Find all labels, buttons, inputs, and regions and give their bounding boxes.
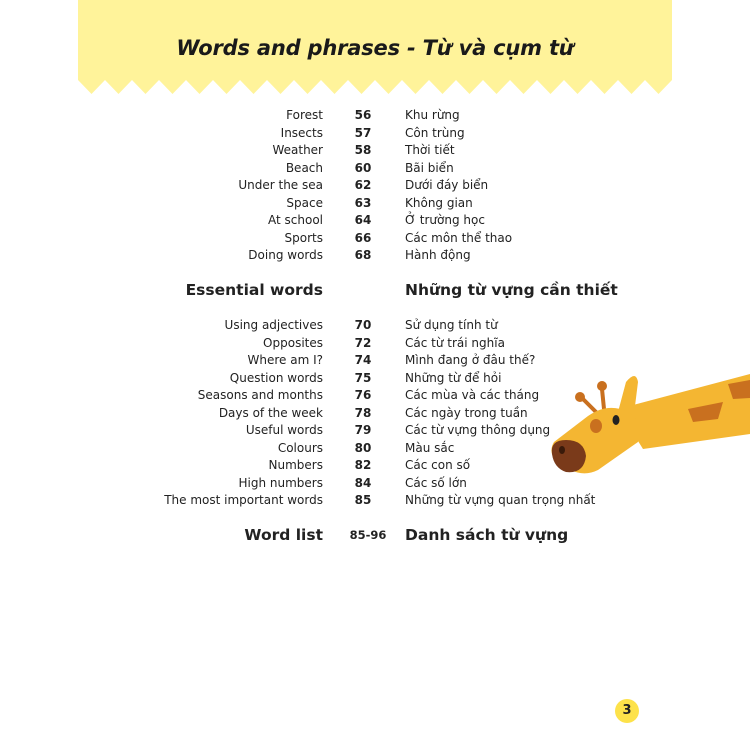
entry-english: Question words — [229, 370, 323, 385]
entry-vietnamese: Các con số — [405, 458, 471, 472]
page-number: 3 — [615, 699, 639, 723]
list-item — [0, 317, 750, 334]
entry-vietnamese: Các từ trái nghĩa — [405, 335, 505, 350]
entry-vietnamese: Dưới đáy biển — [405, 178, 489, 192]
entry-english: Opposites — [263, 335, 323, 350]
heading-vi: Những từ vựng cần thiết — [405, 281, 618, 299]
entry-page: 64 — [354, 213, 372, 227]
entry-vietnamese: Những từ vựng quan trọng nhất — [405, 493, 596, 507]
heading-vi: Danh sách từ vựng — [405, 526, 569, 544]
list-item — [0, 195, 750, 212]
entry-english: At school — [268, 213, 323, 227]
list-item — [0, 492, 750, 509]
entry-page: 56 — [354, 108, 372, 122]
entry-vietnamese: Thời tiết — [405, 143, 455, 157]
giraffe-illustration — [548, 364, 750, 488]
entry-vietnamese: Các mùa và các tháng — [405, 388, 540, 402]
heading-en: Essential words — [185, 281, 323, 299]
entry-page: 62 — [354, 178, 372, 192]
entry-english: Colours — [277, 440, 323, 455]
list-item — [0, 230, 750, 247]
entry-english: Useful words — [245, 423, 323, 437]
entry-vietnamese: Mình đang ở đâu thế? — [405, 353, 536, 367]
entry-page: 74 — [354, 353, 372, 367]
entry-page: 76 — [354, 388, 372, 402]
entry-english: High numbers — [238, 475, 323, 490]
entry-page: 80 — [354, 440, 372, 455]
entry-page: 68 — [354, 248, 372, 262]
entry-english: Under the sea — [238, 178, 323, 192]
heading-en: Word list — [244, 526, 323, 544]
giraffe-icon — [548, 364, 750, 484]
page-title: Words and phrases - Từ và cụm từ — [176, 36, 574, 60]
entry-vietnamese: Các môn thể thao — [405, 230, 513, 245]
entry-english: Using adjectives — [224, 318, 323, 332]
entry-vietnamese: Các số lớn — [405, 475, 467, 490]
list-item — [0, 177, 750, 194]
entry-vietnamese: Bãi biển — [405, 160, 454, 175]
entry-page: 72 — [354, 335, 372, 350]
entry-vietnamese: Khu rừng — [405, 108, 460, 122]
section-heading-word-list — [0, 524, 750, 546]
heading-page: 85-96 — [349, 528, 387, 542]
entry-english: Days of the week — [218, 405, 323, 420]
entry-vietnamese: Các từ vựng thông dụng — [405, 423, 551, 437]
entry-vietnamese: Hành động — [405, 248, 471, 262]
entry-page: 63 — [354, 195, 372, 210]
entry-english: Space — [286, 195, 323, 210]
entry-english: Forest — [286, 108, 323, 122]
entry-english: Weather — [272, 143, 323, 157]
entry-vietnamese: Ở trường học — [405, 213, 485, 227]
entry-english: Where am I? — [247, 353, 323, 367]
entry-vietnamese: Côn trùng — [405, 125, 465, 140]
list-item — [0, 107, 750, 124]
entry-page: 66 — [354, 230, 372, 245]
list-item — [0, 125, 750, 142]
entry-vietnamese: Sử dụng tính từ — [405, 318, 498, 332]
entry-english: Sports — [284, 230, 323, 245]
entry-page: 60 — [354, 160, 372, 175]
entry-vietnamese: Những từ để hỏi — [405, 370, 502, 385]
entry-page: 85 — [354, 493, 372, 507]
entry-vietnamese: Màu sắc — [405, 440, 455, 455]
entry-page: 84 — [354, 475, 372, 490]
entry-english: Numbers — [268, 458, 323, 472]
list-item — [0, 142, 750, 159]
entry-page: 82 — [354, 458, 372, 472]
list-item — [0, 335, 750, 352]
entry-page: 70 — [354, 318, 372, 332]
list-item — [0, 212, 750, 229]
list-item — [0, 160, 750, 177]
entry-page: 57 — [354, 125, 372, 140]
list-item — [0, 247, 750, 264]
entry-english: Doing words — [248, 248, 323, 262]
entry-page: 58 — [354, 143, 372, 157]
entry-english: Beach — [285, 160, 323, 175]
entry-english: Seasons and months — [197, 388, 323, 402]
entry-page: 79 — [354, 423, 372, 437]
entry-english: Insects — [280, 125, 323, 140]
entry-vietnamese: Không gian — [405, 195, 473, 210]
entry-english: The most important words — [164, 493, 323, 507]
entry-page: 75 — [354, 370, 372, 385]
entry-page: 78 — [354, 405, 372, 420]
entry-vietnamese: Các ngày trong tuần — [405, 405, 528, 420]
section-heading-essential — [0, 279, 750, 301]
